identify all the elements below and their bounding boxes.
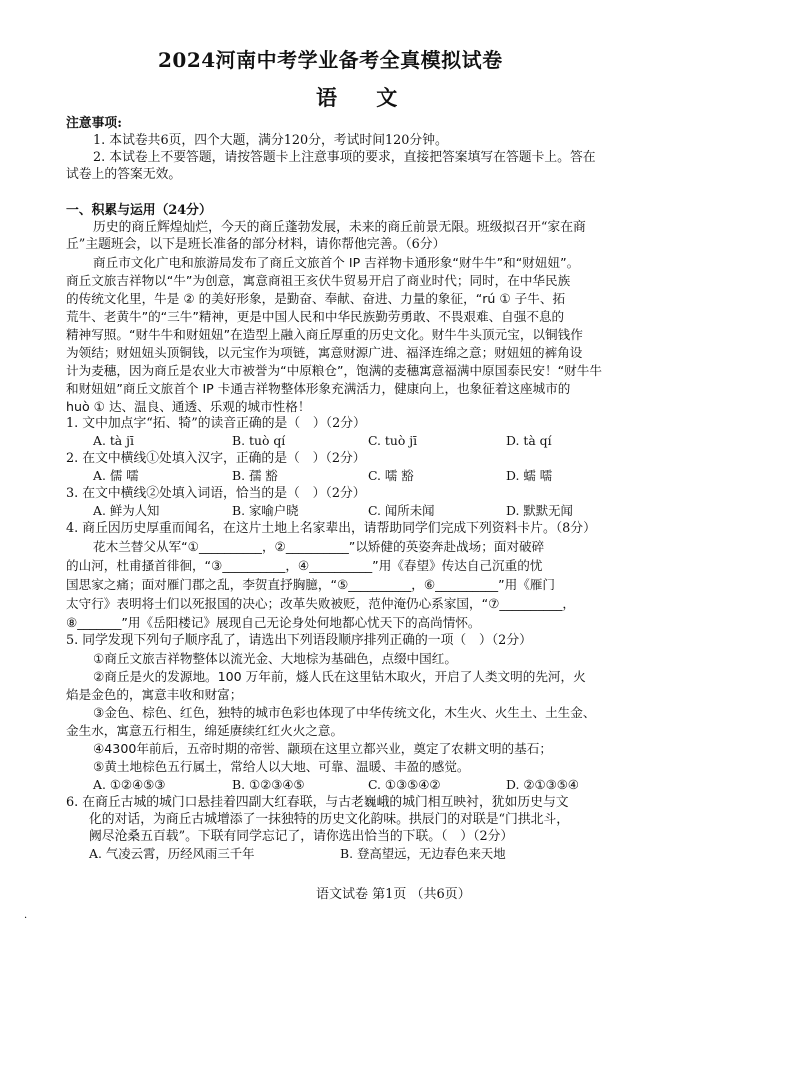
fill-line: 的山河，杜甫搔首徘徊，“③__________，④__________”用《春望》传达自己沉重的忧 [66, 558, 543, 573]
question-stem: 化的对话，为商丘古城增添了一抹独特的历史文化韵味。拱辰门的对联是“门拱北斗， [89, 812, 570, 827]
option-b: B. 家喻户晓 [232, 503, 299, 518]
option-b: B. 登高望远，无边春色来天地 [340, 846, 506, 861]
sentence-item: ⑤黄土地棕色五行属土，常给人以大地、可靠、温暖、丰盈的感觉。 [93, 759, 470, 774]
option-a: A. 气凌云霄，历经风雨三千年 [89, 846, 255, 861]
fill-line: 太守行》表明将士们以死报国的决心；改革失败被贬，范仲淹仍心系家国，“⑦__________， [66, 596, 575, 611]
question-stem: 5. 同学发现下列句子顺序乱了，请选出下列语段顺序排列正确的一项（ ）（2分） [66, 633, 532, 648]
sentence-item: 金生水，寓意五行相生，绵延赓续红红火火之意。 [66, 723, 344, 738]
option-c: C. ①③⑤④② [368, 777, 441, 792]
intro-line: 历史的商丘辉煌灿烂，今天的商丘蓬勃发展，未来的商丘前景无限。班级拟召开“家在商 [93, 220, 586, 235]
passage-line: 为领结；财妞妞头顶铜钱，以元宝作为项链，寓意财源广进、福泽连绵之意；财妞妞的裤角设 [66, 345, 583, 360]
passage-line: 商丘市文化广电和旅游局发布了商丘文旅首个 IP 吉祥物卡通形象“财牛牛”和“财妞妞”。 [93, 255, 580, 270]
passage-line: 荒牛、老黄牛”的“三牛”精神，更是中国人民和中华民族勤劳勇敢、不畏艰难、自强不息的 [66, 309, 565, 324]
passage-line: 精神写照。“财牛牛和财妞妞”在造型上融入商丘厚重的历史文化。财牛牛头顶元宝，以铜钱作 [66, 327, 583, 342]
notice-line: 2. 本试卷上不要答题，请按答题卡上注意事项的要求，直接把答案填写在答题卡上。答在 [93, 150, 596, 165]
intro-line: 丘”主题班会，以下是班长准备的部分材料，请你帮他完善。（6分） [66, 237, 446, 252]
question-stem: 3. 在文中横线②处填入词语，恰当的是（ ）（2分） [66, 486, 366, 501]
question-stem: 4. 商丘因历史厚重而闻名，在这片土地上名家辈出，请帮助同学们完成下列资料卡片。（8分） [66, 521, 596, 536]
sentence-item: ②商丘是火的发源地。100 万年前，燧人氏在这里钻木取火，开启了人类文明的先河，火 [93, 669, 586, 684]
option-a: A. 鲜为人知 [93, 503, 160, 518]
option-a: A. tà jī [93, 433, 134, 448]
sentence-item: ③金色、棕色、红色，独特的城市色彩也体现了中华传统文化，木生火、火生土、土生金、 [93, 705, 596, 720]
option-c: C. tuò jī [368, 433, 418, 448]
passage-line: huò ① 达、温良、通透、乐观的城市性格！ [66, 399, 311, 414]
question-stem: 2. 在文中横线①处填入汉字，正确的是（ ）（2分） [66, 451, 366, 466]
notice-line: 试卷上的答案无效。 [66, 167, 182, 182]
question-stem: 阙尽沧桑五百载”。下联有同学忘记了，请你选出恰当的下联。（ ）（2分） [89, 829, 514, 844]
option-c: C. 闻所未闻 [368, 503, 435, 518]
exam-title: 2024河南中考学业备考全真模拟试卷 [158, 48, 503, 72]
passage-line: 计为麦穗，因为商丘是农业大市被誉为“中原粮仓”，饱满的麦穗寓意福满中原国泰民安！“财牛牛 [66, 363, 602, 378]
option-b: B. ①②③④⑤ [232, 777, 305, 792]
option-a: A. 儒 嚅 [93, 468, 139, 483]
fill-line: 花木兰替父从军“①__________，②__________”以矫健的英姿奔赴战场；面对破碎 [93, 539, 545, 554]
section-heading: 一、积累与运用（24分） [66, 203, 212, 218]
fill-line: 国思家之痛；面对雁门郡之乱，李贺直抒胸臆，“⑤__________，⑥__________”用《雁门 [66, 577, 556, 592]
option-b: B. 孺 豁 [232, 468, 278, 483]
question-stem: 6. 在商丘古城的城门口悬挂着四副大红春联，与古老巍峨的城门相互映衬，犹如历史与文 [66, 795, 569, 810]
passage-line: 和财妞妞”商丘文旅首个 IP 卡通吉祥物整体形象充满活力，健康向上，也象征着这座城市的 [66, 381, 571, 396]
scan-speck: · [24, 913, 28, 924]
option-a: A. ①②④⑤③ [93, 777, 166, 792]
option-d: D. 蠕 嚅 [506, 468, 553, 483]
option-d: D. 默默无闻 [506, 503, 573, 518]
sentence-item: 焰是金色的，寓意丰收和财富； [66, 687, 243, 702]
sentence-item: ④4300年前后，五帝时期的帝喾、颛顼在这里立都兴业，奠定了农耕文明的基石； [93, 741, 552, 756]
page-footer: 语文试卷 第1页 （共6页） [316, 887, 471, 902]
option-d: D. ②①③⑤④ [506, 777, 579, 792]
subject-title: 语 文 [316, 85, 414, 110]
passage-line: 商丘文旅吉祥物以“牛”为创意，寓意商祖王亥伏牛贸易开启了商业时代；同时，在中华民族 [66, 273, 571, 288]
option-c: C. 嚅 豁 [368, 468, 414, 483]
option-b: B. tuò qí [232, 433, 286, 448]
fill-line: ⑧_______”用《岳阳楼记》展现自己无论身处何地都心忧天下的高尚情怀。 [66, 615, 481, 630]
sentence-item: ①商丘文旅吉祥物整体以流光金、大地棕为基础色，点缀中国红。 [93, 651, 457, 666]
notice-heading: 注意事项: [66, 116, 122, 131]
question-stem: 1. 文中加点字“拓、犄”的读音正确的是（ ）（2分） [66, 416, 366, 431]
option-d: D. tà qí [506, 433, 552, 448]
passage-line: 的传统文化里，牛是 ② 的美好形象，是勤奋、奉献、奋进、力量的象征，“rú ① 子牛、拓 [66, 291, 566, 306]
notice-line: 1. 本试卷共6页，四个大题，满分120分，考试时间120分钟。 [93, 133, 448, 148]
